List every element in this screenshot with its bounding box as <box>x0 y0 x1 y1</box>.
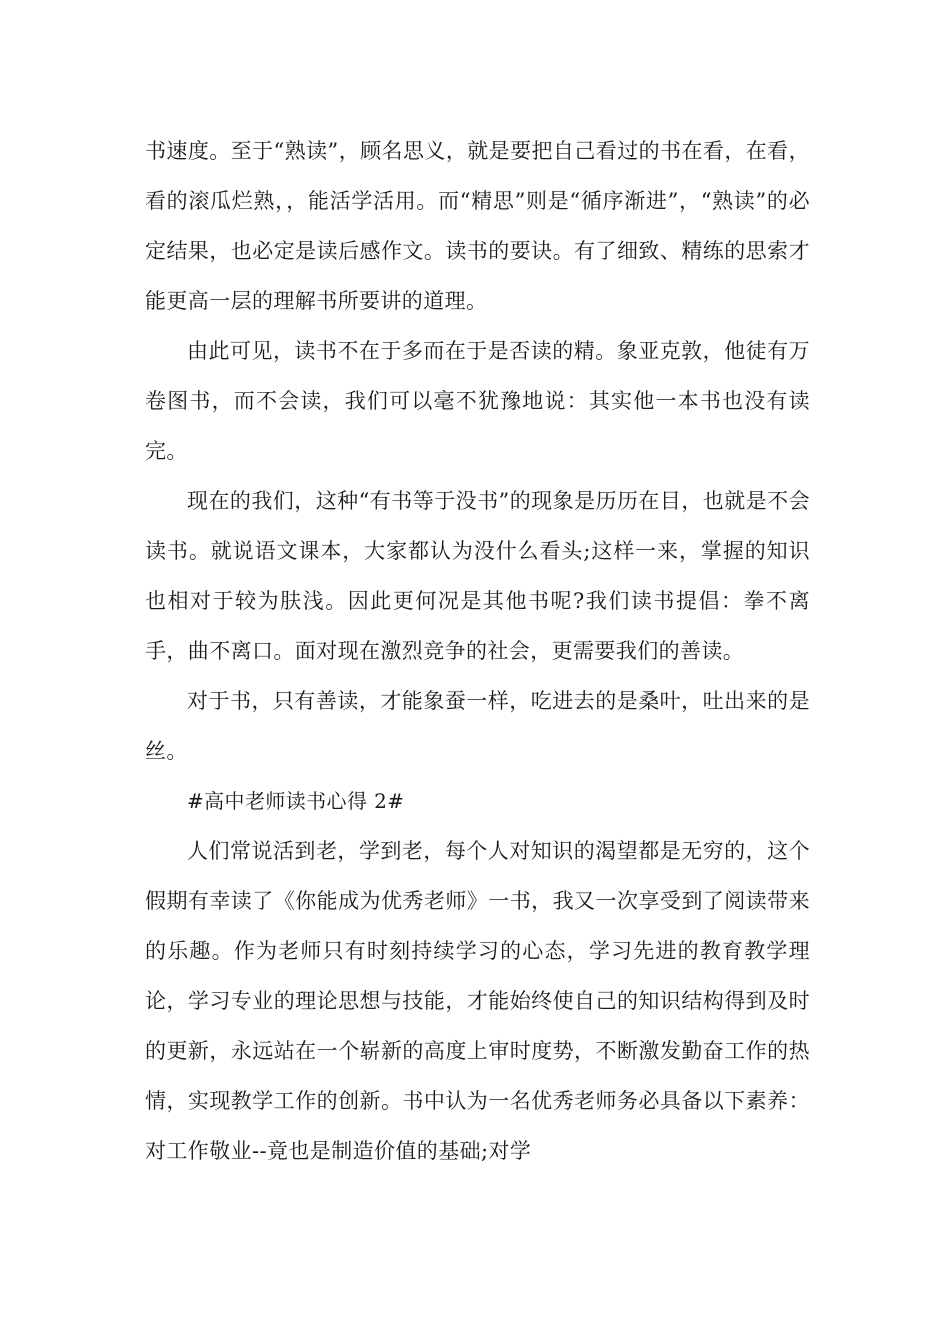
paragraph: 对于书，只有善读，才能象蚕一样，吃进去的是桑叶，吐出来的是丝。 <box>145 689 810 763</box>
section-heading: #高中老师读书心得 2# <box>187 789 405 813</box>
paragraph-continued: 书速度。至于“熟读”，顾名思义，就是要把自己看过的书在看，在看，看的滚瓜烂熟，，能活学活用。而“精思”则是“循序渐进”，“熟读”的必定结果，也必定是读后感作文。读书的要诀。有了细致、精练的思索才能更高一层的理解书所要讲的道理。 <box>145 139 810 313</box>
paragraph: 人们常说活到老，学到老，每个人对知识的渴望都是无穷的，这个假期有幸读了《你能成为优秀老师》一书，我又一次享受到了阅读带来的乐趣。作为老师只有时刻持续学习的心态，学习先进的教育教学理论，学习专业的理论思想与技能，才能始终使自己的知识结构得到及时的更新，永远站在一个崭新的高度上审时度势，不断激发勤奋工作的热情，实现教学工作的创新。书中认为一名优秀老师务必具备以下素养：对工作敬业--竟也是制造价值的基础;对学 <box>145 839 810 1163</box>
paragraph: 现在的我们，这种“有书等于没书”的现象是历历在目，也就是不会读书。就说语文课本，大家都认为没什么看头;这样一来，掌握的知识也相对于较为肤浅。因此更何况是其他书呢?我们读书提倡：拳不离手，曲不离口。面对现在激烈竞争的社会，更需要我们的善读。 <box>145 489 810 663</box>
paragraph: 由此可见，读书不在于多而在于是否读的精。象亚克敦，他徒有万卷图书，而不会读，我们可以毫不犹豫地说：其实他一本书也没有读完。 <box>145 339 810 463</box>
document-body <box>145 126 810 1176</box>
